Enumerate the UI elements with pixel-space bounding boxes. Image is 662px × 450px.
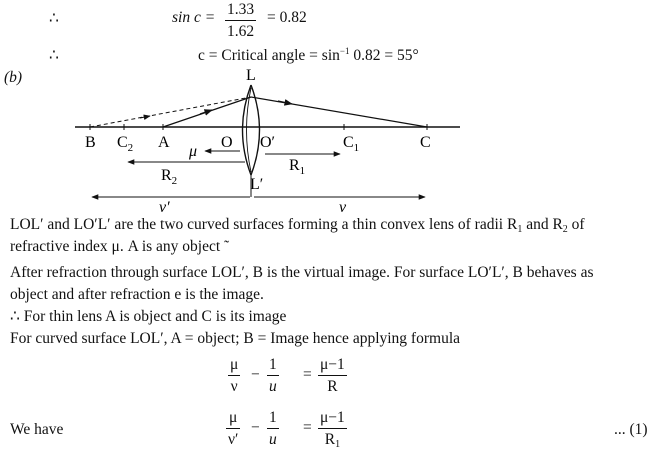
eq1-v: ν bbox=[230, 377, 238, 395]
eq2-rhs-denominator bbox=[323, 432, 342, 450]
sin-c-result: = 0.82 bbox=[267, 9, 307, 26]
eq2-mu: μ bbox=[229, 409, 238, 426]
eq2-v-prime: ν′ bbox=[228, 430, 239, 448]
virtual-ray bbox=[90, 97, 251, 127]
eq2-rhs-numerator: μ−1 bbox=[320, 409, 345, 426]
eq1-rhs-fraction bbox=[318, 357, 347, 394]
label-C: C bbox=[420, 134, 431, 151]
sin-c-numerator: 1.33 bbox=[227, 1, 255, 18]
label-R2: $R_2$ bbox=[161, 167, 178, 187]
eq2-rhs-fraction bbox=[318, 410, 347, 450]
paragraph-1-text-b: and R bbox=[522, 216, 563, 233]
label-A: A bbox=[158, 134, 170, 151]
label-O: O bbox=[221, 134, 233, 151]
paragraph-5: ∴ For thin lens A is object and C is its image bbox=[10, 308, 287, 325]
eq2-one: 1 bbox=[269, 409, 277, 426]
label-C1: $C_1$ bbox=[343, 134, 360, 154]
paragraph-6: For curved surface LOL′, A = object; B = Image hence applying formula bbox=[10, 330, 460, 347]
eq1-lhs-fraction-1 bbox=[228, 357, 240, 394]
label-B: B bbox=[85, 134, 96, 151]
fraction-bar bbox=[226, 428, 240, 429]
critical-angle-text: c = Critical angle = sin bbox=[198, 47, 340, 64]
eq1-rhs-denominator: R bbox=[327, 377, 338, 395]
sin-c-label: sin c = bbox=[172, 9, 216, 26]
eq1-minus: − bbox=[251, 366, 260, 383]
eq1-mu: μ bbox=[230, 356, 239, 373]
label-v-prime: v′ bbox=[159, 199, 170, 216]
eq2-equals: = bbox=[303, 419, 312, 436]
refracted-ray bbox=[251, 97, 427, 127]
label-v: v bbox=[339, 199, 347, 216]
paragraph-3: After refraction through surface LOL′, B is the virtual image. For surface LO′L′, B behaves as bbox=[10, 264, 594, 281]
fraction-bar bbox=[228, 375, 240, 376]
fraction-bar bbox=[318, 375, 347, 376]
therefore-symbol: ∴ bbox=[49, 47, 59, 64]
therefore-symbol: ∴ bbox=[49, 10, 59, 27]
eq1-one: 1 bbox=[269, 356, 277, 373]
eq2-lhs-fraction-1 bbox=[226, 410, 240, 447]
eq2-u: u bbox=[269, 430, 277, 448]
section-label: (b) bbox=[4, 69, 23, 86]
label-L: L bbox=[246, 67, 256, 84]
label-mu: μ bbox=[189, 143, 198, 160]
label-L-prime: L′ bbox=[250, 176, 264, 193]
eq2-minus: − bbox=[251, 419, 260, 436]
eq2-lhs-fraction-2 bbox=[267, 410, 279, 447]
we-have-label: We have bbox=[10, 421, 64, 438]
paragraph-1-sub1: 1 bbox=[517, 224, 523, 235]
label-O-prime: O′ bbox=[260, 134, 276, 151]
paragraph-1-text: LOL′ and LO′L′ are the two curved surfaces forming a thin convex lens of radii R bbox=[10, 216, 518, 233]
eq2-rhs-R: R bbox=[324, 430, 336, 448]
fraction-bar bbox=[267, 428, 279, 429]
inverse-superscript: −1 bbox=[339, 46, 350, 56]
fraction-bar bbox=[318, 428, 347, 429]
critical-angle-value: 0.82 = 55° bbox=[349, 47, 419, 64]
paragraph-1-text-c: of bbox=[567, 216, 585, 233]
eq1-u: u bbox=[269, 377, 277, 395]
sin-c-denominator: 1.62 bbox=[227, 22, 255, 40]
eq2-rhs-sub: 1 bbox=[335, 438, 341, 450]
incident-ray-arrow bbox=[200, 110, 212, 114]
paragraph-4: object and after refraction e is the image. bbox=[10, 286, 264, 303]
paragraph-1-sub2: 2 bbox=[562, 224, 568, 235]
label-C2: $C_2$ bbox=[117, 134, 134, 154]
label-R1: $R_1$ bbox=[289, 157, 306, 177]
fraction-bar bbox=[267, 375, 279, 376]
eq1-equals: = bbox=[303, 366, 312, 383]
equation-tag: ... (1) bbox=[614, 421, 648, 438]
eq1-lhs-fraction-2 bbox=[267, 357, 279, 394]
lens-inner-curve bbox=[247, 88, 252, 172]
eq1-rhs-numerator: μ−1 bbox=[320, 356, 345, 373]
fraction-bar bbox=[225, 20, 256, 21]
sin-c-fraction bbox=[225, 2, 256, 39]
paragraph-2: refractive index μ. A is any object ˜ bbox=[10, 238, 230, 255]
